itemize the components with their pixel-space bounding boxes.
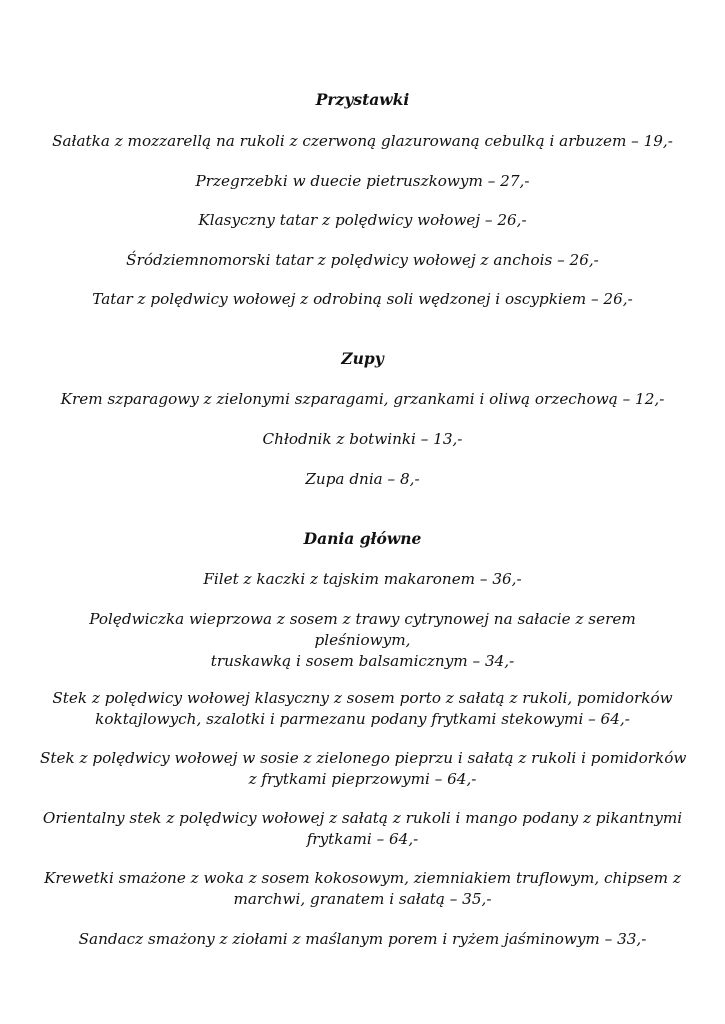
section-heading-dania-glowne: Dania główne: [303, 529, 422, 548]
menu-item-line: Stek z polędwicy wołowej w sosie z zielonego pieprzu i sałatą z rukoli i pomidorków: [40, 749, 687, 767]
menu-item: Sałatka z mozzarellą na rukoli z czerwoną glazurowaną cebulką i arbuzem – 19,-: [52, 132, 673, 150]
menu-item-line: truskawką i sosem balsamicznym – 34,-: [210, 652, 515, 670]
menu-item-line: Orientalny stek z polędwicy wołowej z sałatą z rukoli i mango podany z pikantnymi: [42, 809, 683, 827]
section-heading-zupy: Zupy: [341, 349, 384, 368]
menu-item-line: Polędwiczka wieprzowa z sosem z trawy cytrynowej na sałacie z serem: [89, 610, 636, 628]
menu-item: Tatar z polędwicy wołowej z odrobiną soli wędzonej i oscypkiem – 26,-: [92, 290, 633, 308]
menu-item: Sandacz smażony z ziołami z maślanym porem i ryżem jaśminowym – 33,-: [78, 930, 647, 948]
menu-item: Chłodnik z botwinki – 13,-: [262, 430, 463, 448]
menu-item-line: marchwi, granatem i sałatą – 35,-: [233, 890, 492, 908]
menu-item-line: Stek z polędwicy wołowej klasyczny z sosem porto z sałatą z rukoli, pomidorków: [52, 689, 673, 707]
menu-item-line: Krewetki smażone z woka z sosem kokosowym, ziemniakiem truflowym, chipsem z: [44, 869, 681, 887]
menu-item-line: koktajlowych, szalotki i parmezanu podany frytkami stekowymi – 64,-: [95, 710, 630, 728]
menu-item: Zupa dnia – 8,-: [305, 470, 420, 488]
menu-item: Krem szparagowy z zielonymi szparagami, grzankami i oliwą orzechową – 12,-: [60, 390, 665, 408]
menu-item: Śródziemnomorski tatar z polędwicy wołowej z anchois – 26,-: [126, 251, 599, 269]
menu-item: Przegrzebki w duecie pietruszkowym – 27,-: [195, 172, 530, 190]
menu-item: Klasyczny tatar z polędwicy wołowej – 26,-: [198, 211, 527, 229]
menu-item-line: pleśniowym,: [314, 631, 411, 649]
section-heading-przystawki: Przystawki: [315, 90, 410, 109]
menu-item-line: frytkami – 64,-: [306, 830, 419, 848]
menu-item: Filet z kaczki z tajskim makaronem – 36,-: [203, 570, 522, 588]
menu-item-line: z frytkami pieprzowymi – 64,-: [248, 770, 477, 788]
